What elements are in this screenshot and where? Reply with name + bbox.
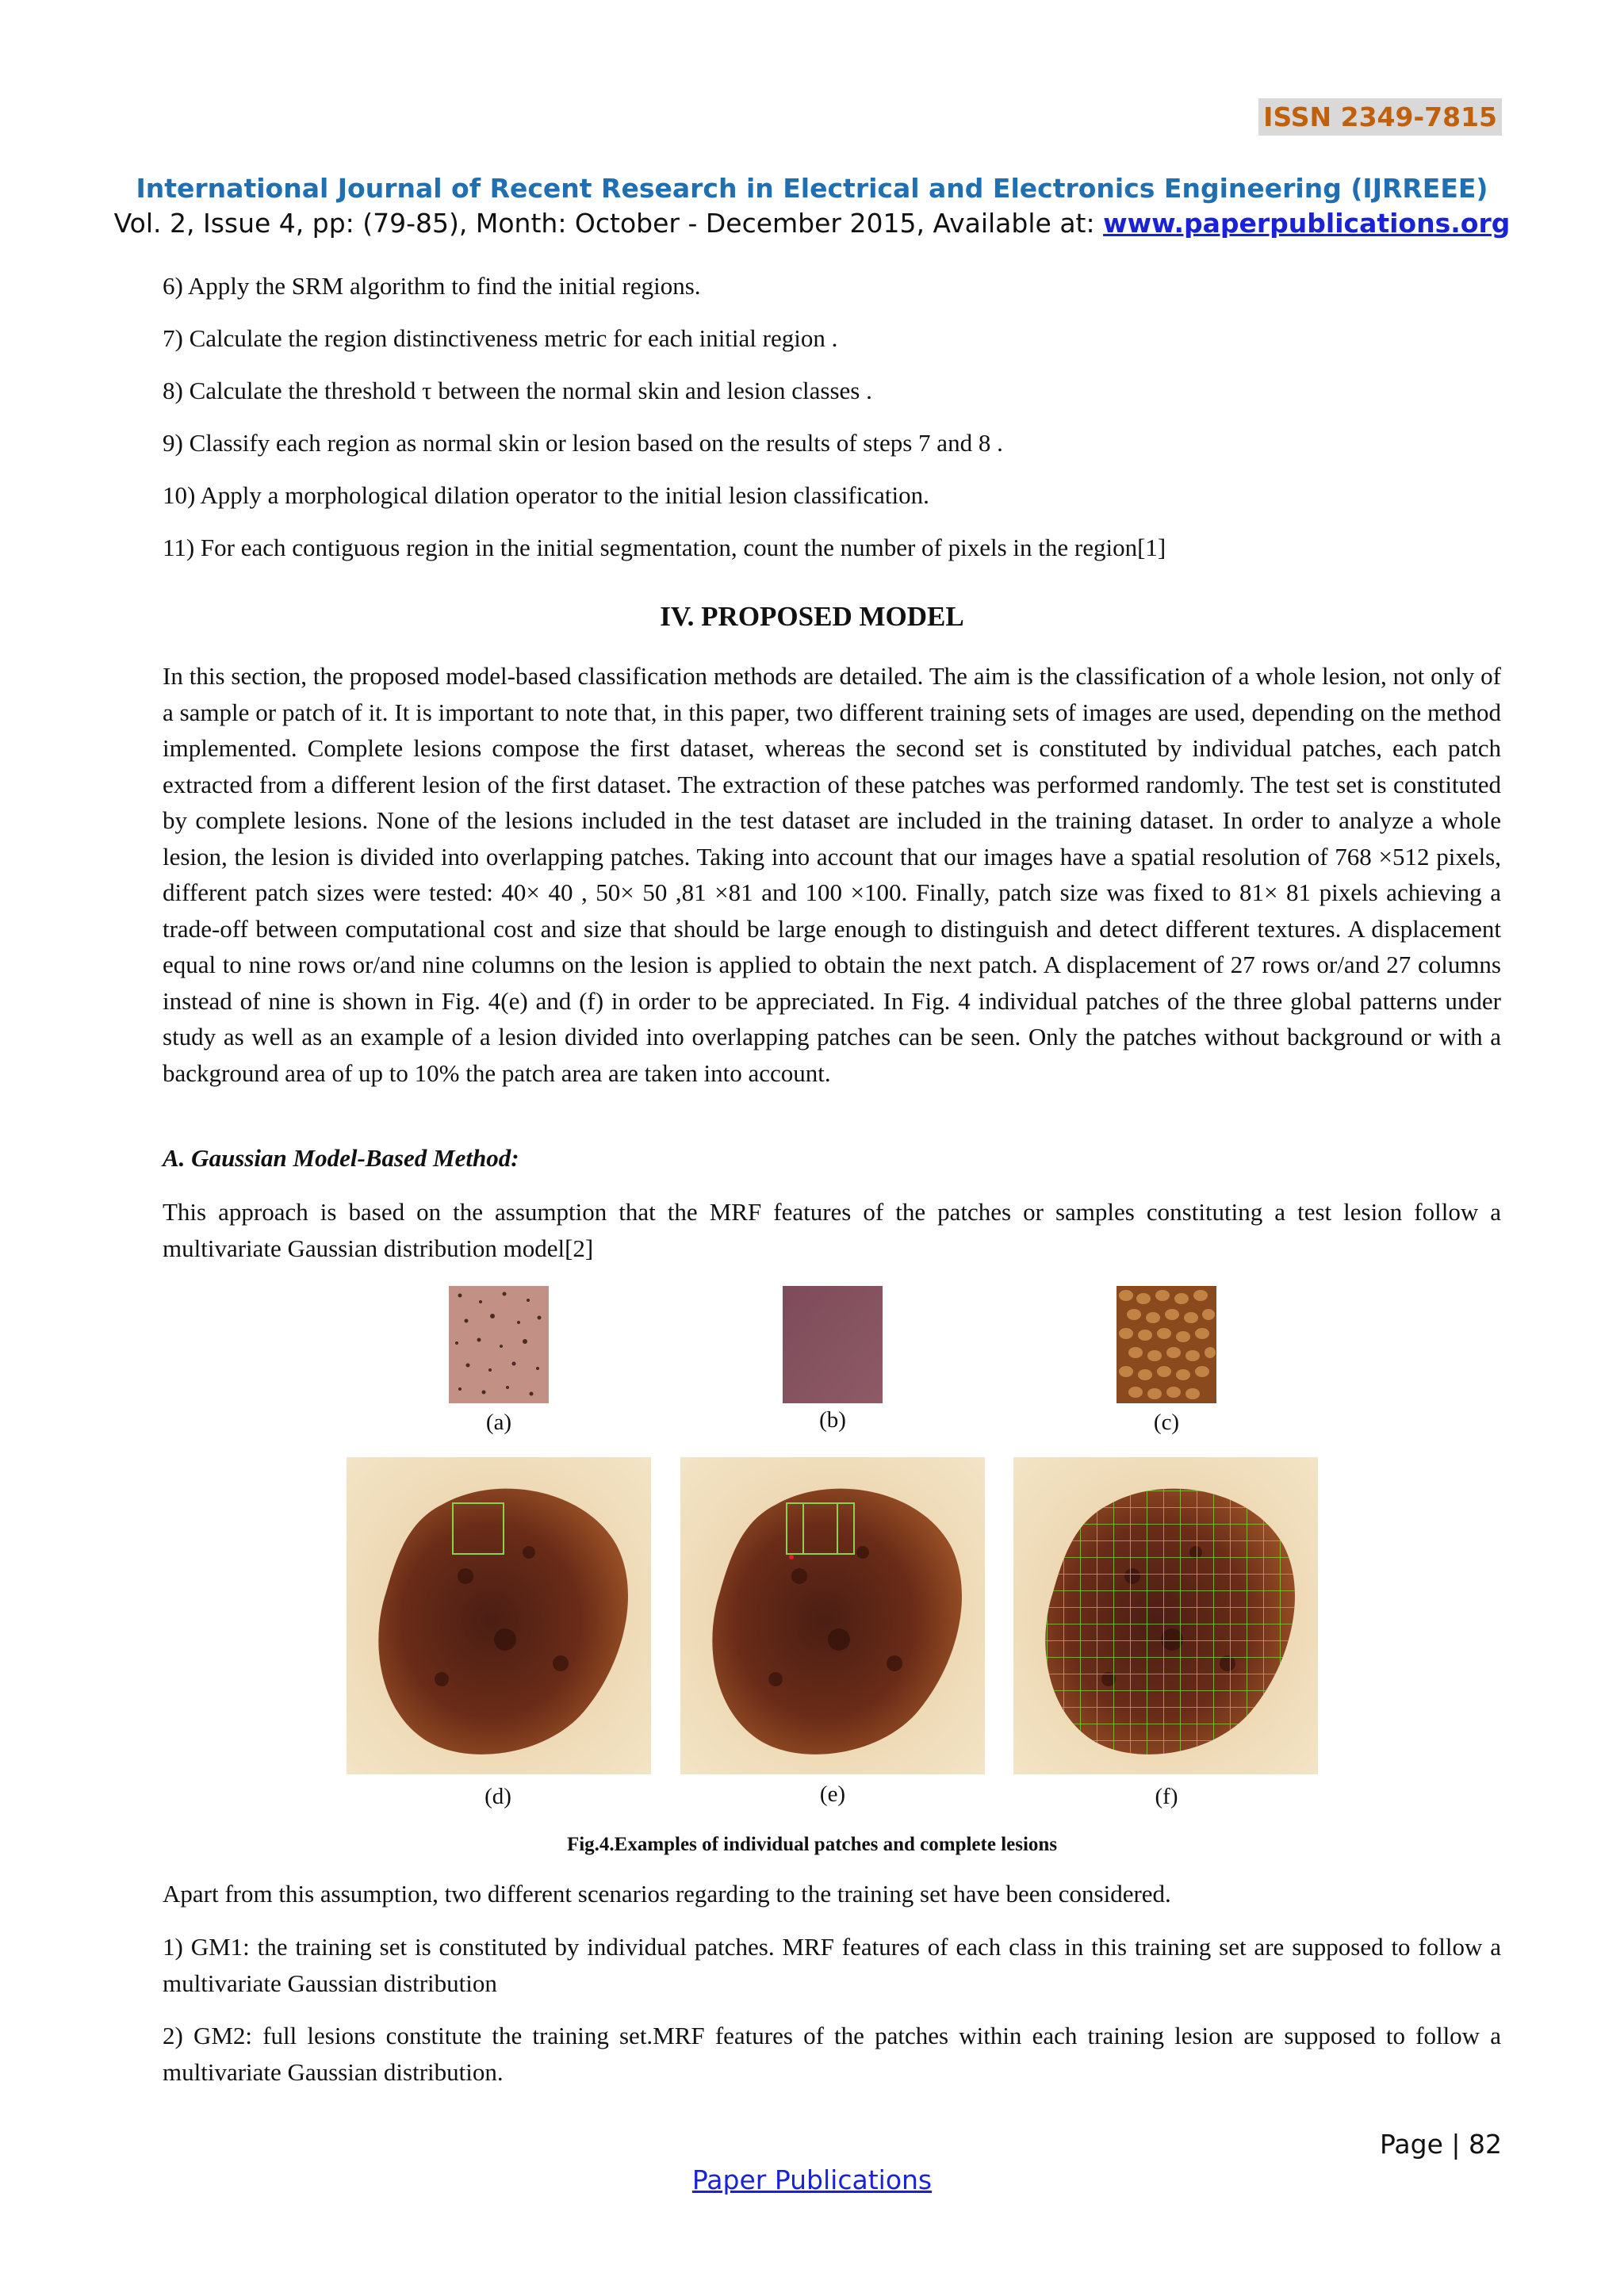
volume-text: Vol. 2, Issue 4, pp: (79-85), Month: October - December 2015, Available at: — [113, 208, 1104, 239]
step-6: 6) Apply the SRM algorithm to find the initial regions. — [163, 272, 701, 300]
label-c: (c) — [1153, 1410, 1180, 1435]
label-f: (f) — [1155, 1784, 1178, 1809]
patch-b-image — [783, 1286, 883, 1403]
page-number: Page | 82 — [1380, 2129, 1502, 2160]
issn-badge: ISSN 2349-7815 — [1258, 98, 1502, 136]
after-figure-intro: Apart from this assumption, two different scenarios regarding to the training set have been considered. — [163, 1880, 1171, 1908]
step-10: 10) Apply a morphological dilation operator to the initial lesion classification. — [163, 481, 929, 509]
label-e: (e) — [819, 1781, 846, 1807]
section-paragraph: In this section, the proposed model-based classification methods are detailed. The aim is the classification of a whole lesion, not only of a sample or patch of it. It is important to note that, in this paper, two different training sets of images are used, depending on the method implemented. Complete lesions compose the first dataset, whereas the second set is constituted by individual patches, each patch extracted from a different lesion of the first dataset. The extraction of these patches was performed randomly. The test set is constituted by complete lesions. None of the lesions included in the test dataset are included in the training dataset. In order to analyze a whole lesion, the lesion is divided into overlapping patches. Taking into account that our images have a spatial resolution of 768 ×512 pixels, different patch sizes were tested: 40× 40 , 50× 50 ,81 ×81 and 100 ×100. Finally, patch size was fixed to 81× 81 pixels achieving a trade-off between computational cost and size that should be large enough to distinguish and detect different textures. A displacement equal to nine rows or/and nine columns on the lesion is applied to obtain the next patch. A displacement of 27 rows or/and 27 columns instead of nine is shown in Fig. 4(e) and (f) in order to be appreciated. In Fig. 4 individual patches of the three global patterns under study as well as an example of a lesion divided into overlapping patches can be seen. Only the patches without background or with a background area of up to 10% the patch area are taken into account. — [163, 662, 1501, 1087]
subsection-paragraph: This approach is based on the assumption that the MRF features of the patches or samples constituting a test lesion follow a multivariate Gaussian distribution model[2] — [163, 1198, 1501, 1262]
subsection-paragraph-block — [163, 1194, 1501, 1266]
subsection-heading: A. Gaussian Model-Based Method: — [163, 1144, 519, 1172]
step-9: 9) Classify each region as normal skin or lesion based on the results of steps 7 and 8 . — [163, 429, 1003, 457]
figure-caption: Fig.4.Examples of individual patches and complete lesions — [566, 1834, 1058, 1855]
gm1-block — [163, 1929, 1501, 2001]
section-heading: IV. PROPOSED MODEL — [660, 601, 964, 632]
label-b: (b) — [819, 1407, 846, 1433]
lesion-f-image — [1013, 1457, 1318, 1774]
step-7: 7) Calculate the region distinctiveness metric for each initial region . — [163, 324, 838, 352]
label-d: (d) — [485, 1784, 511, 1809]
footer — [0, 2164, 1624, 2195]
patch-a-image — [449, 1286, 549, 1403]
section-paragraph-block — [163, 658, 1501, 1091]
label-a: (a) — [485, 1410, 512, 1435]
gm2-paragraph: 2) GM2: full lesions constitute the training set.MRF features of the patches within each training lesion are supposed to follow a multivariate Gaussian distribution. — [163, 2022, 1501, 2086]
website-link[interactable]: www.paperpublications.org — [1103, 208, 1511, 239]
journal-title: International Journal of Recent Research in Electrical and Electronics Engineering (IJRREEE) — [136, 173, 1488, 204]
step-8: 8) Calculate the threshold τ between the normal skin and lesion classes . — [163, 377, 872, 404]
gm2-block — [163, 2018, 1501, 2090]
after-figure-intro-block — [163, 1876, 1501, 1912]
gm1-paragraph: 1) GM1: the training set is constituted by individual patches. MRF features of each class in this training set are supposed to follow a multivariate Gaussian distribution — [163, 1933, 1501, 1997]
lesion-e-image — [680, 1457, 985, 1774]
publisher-link[interactable]: Paper Publications — [691, 2164, 933, 2195]
volume-line — [0, 208, 1624, 239]
step-11: 11) For each contiguous region in the initial segmentation, count the number of pixels in the region[1] — [163, 534, 1166, 561]
patch-c-image — [1116, 1286, 1216, 1403]
lesion-d-image — [347, 1457, 651, 1774]
